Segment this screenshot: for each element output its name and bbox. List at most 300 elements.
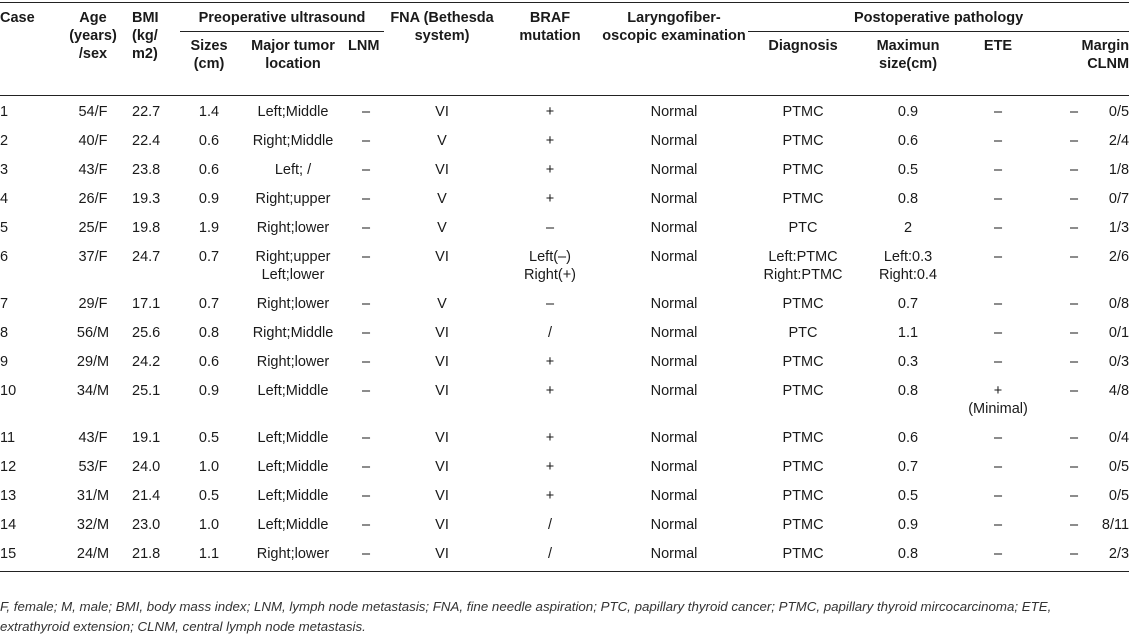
cell-location-line: Left;lower <box>261 267 325 283</box>
table-row <box>0 451 1129 480</box>
cell-max-size-line: 0.8 <box>897 546 919 562</box>
table-row <box>0 509 1129 538</box>
cell-location-line: Left;Middle <box>257 383 329 399</box>
cell-braf-line: Right(+) <box>524 267 576 283</box>
cell-size: 0.5 <box>198 430 220 446</box>
cell-max-size-line: 2 <box>903 220 913 236</box>
cell-size: 0.9 <box>198 191 220 207</box>
cell-laryngo: Normal <box>650 430 698 446</box>
cell-diagnosis-line: PTMC <box>782 383 824 399</box>
cell-clnm: 0/3 <box>1108 354 1129 370</box>
cell-max-size-line: 0.9 <box>897 104 919 120</box>
cell-case: 2 <box>0 133 9 149</box>
cell-location <box>238 480 348 509</box>
cell-max-size-line: Left:0.3 <box>883 249 933 265</box>
cell-case: 7 <box>0 296 9 312</box>
cell-lnm: – <box>361 354 371 370</box>
cell-laryngo: Normal <box>650 354 698 370</box>
cell-max-size <box>858 125 958 154</box>
cell-case: 3 <box>0 162 9 178</box>
cell-max-size <box>858 480 958 509</box>
cell-diagnosis <box>748 509 858 538</box>
cell-bmi: 19.3 <box>132 191 161 207</box>
cell-size: 1.0 <box>198 459 220 475</box>
cell-size: 0.5 <box>198 488 220 504</box>
cell-diagnosis <box>748 480 858 509</box>
cell-braf-line: + <box>545 488 555 504</box>
cell-diagnosis-line: Left:PTMC <box>768 249 838 265</box>
cell-braf-line: + <box>545 459 555 475</box>
cell-diagnosis <box>748 288 858 317</box>
col-header-margin: Margin <box>1081 38 1129 54</box>
cell-max-size <box>858 538 958 572</box>
cell-case: 11 <box>0 430 16 446</box>
cell-max-size-line: 0.9 <box>897 517 919 533</box>
cell-ete <box>958 375 1038 422</box>
cell-location <box>238 346 348 375</box>
cell-location-line: Left;Middle <box>257 459 329 475</box>
cell-size: 0.7 <box>198 296 220 312</box>
cell-max-size-line: 0.3 <box>897 354 919 370</box>
cell-location-line: Left;Middle <box>257 430 329 446</box>
cell-age: 32/M <box>76 517 110 533</box>
cell-fna: VI <box>435 383 449 399</box>
cell-clnm: 8/11 <box>1101 517 1129 533</box>
cell-lnm: – <box>361 383 371 399</box>
col-header-case: Case <box>0 10 35 26</box>
cell-margin: – <box>1069 133 1079 149</box>
table-row <box>0 212 1129 241</box>
cell-age: 29/F <box>78 296 108 312</box>
cell-age: 25/F <box>78 220 108 236</box>
cell-braf <box>500 317 600 346</box>
cell-lnm: – <box>361 191 371 207</box>
cell-size: 0.7 <box>198 249 220 265</box>
cell-ete-line: + <box>993 383 1003 399</box>
cell-braf-line: + <box>545 162 555 178</box>
col-header-age: Age (years) /sex <box>69 10 117 62</box>
cell-age: 29/M <box>76 354 110 370</box>
cell-lnm: – <box>348 538 384 572</box>
cell-location <box>238 212 348 241</box>
cell-fna: VI <box>435 249 449 265</box>
cell-braf <box>500 509 600 538</box>
footnote-line-1: F, female; M, male; BMI, body mass index; LNM, lymph node metastasis; FNA, fine needle aspiration; PTC, papillary thyroid cancer; PTMC, papillary thyroid mircocarcinoma; ETE, <box>0 599 1052 614</box>
cell-braf <box>500 451 600 480</box>
cell-laryngo: Normal <box>650 488 698 504</box>
cell-diagnosis-line: PTMC <box>782 104 824 120</box>
cell-ete-line: – <box>993 430 1003 446</box>
cell-ete <box>958 241 1038 288</box>
cell-max-size <box>858 288 958 317</box>
cell-laryngo: Normal <box>650 104 698 120</box>
cell-location <box>238 538 348 572</box>
table-row <box>0 346 1129 375</box>
cell-lnm: – <box>361 104 371 120</box>
col-header-margin-clnm <box>1038 32 1129 96</box>
cell-case: 5 <box>0 220 9 236</box>
cell-max-size <box>858 317 958 346</box>
cell-braf-line: / <box>548 325 553 341</box>
cell-lnm: – <box>361 249 371 265</box>
cell-braf-line: + <box>545 191 555 207</box>
cell-fna: VI <box>435 488 449 504</box>
cell-fna: V <box>437 220 447 236</box>
cell-bmi: 23.0 <box>132 517 161 533</box>
cell-max-size-line: Right:0.4 <box>878 267 938 283</box>
cell-max-size-line: 0.8 <box>897 383 919 399</box>
cell-age: 43/F <box>78 162 108 178</box>
cell-diagnosis <box>748 241 858 288</box>
col-header-diagnosis: Diagnosis <box>768 38 838 54</box>
cell-age: 56/M <box>76 325 110 341</box>
cell-bmi: 19.8 <box>132 220 161 236</box>
cell-diagnosis-line: PTMC <box>782 191 824 207</box>
cell-case: 14 <box>0 517 17 533</box>
cell-clnm: 2/3 <box>1078 538 1129 572</box>
cell-bmi: 23.8 <box>132 162 161 178</box>
cell-size: 1.1 <box>180 538 238 572</box>
cell-location <box>238 422 348 451</box>
table-row <box>0 480 1129 509</box>
cell-margin: – <box>1069 354 1079 370</box>
cell-max-size <box>858 212 958 241</box>
cell-location-line: Right;lower <box>256 546 330 562</box>
cell-laryngo: Normal <box>650 162 698 178</box>
cell-max-size <box>858 346 958 375</box>
cell-location-line: Right;lower <box>256 220 330 236</box>
table-row <box>0 288 1129 317</box>
cell-diagnosis <box>748 183 858 212</box>
cell-location <box>238 317 348 346</box>
table-row <box>0 154 1129 183</box>
cell-diagnosis-line: PTMC <box>782 133 824 149</box>
cell-max-size-line: 0.7 <box>897 459 919 475</box>
cell-ete-line: – <box>993 162 1003 178</box>
cell-case: 9 <box>0 354 9 370</box>
cell-size: 0.8 <box>198 325 220 341</box>
table-row <box>0 241 1129 288</box>
cell-braf <box>500 154 600 183</box>
footnote-line-2: extrathyroid extension; CLNM, central lymph node metastasis. <box>0 619 366 634</box>
cell-bmi: 24.2 <box>132 354 161 370</box>
cell-diagnosis <box>748 538 858 572</box>
cell-age: 43/F <box>78 430 108 446</box>
cell-size: 1.9 <box>198 220 220 236</box>
cell-lnm: – <box>361 220 371 236</box>
cell-margin: – <box>1069 383 1079 399</box>
cell-margin: – <box>1069 296 1079 312</box>
cell-size: 0.6 <box>198 162 220 178</box>
col-header-laryngofiberoscopic: Laryngofiber- oscopic examination <box>602 10 746 44</box>
cell-bmi: 19.1 <box>132 430 161 446</box>
cell-size: 0.9 <box>198 383 220 399</box>
cell-max-size-line: 1.1 <box>897 325 919 341</box>
cell-braf-line: + <box>545 430 555 446</box>
cell-ete <box>958 480 1038 509</box>
cell-max-size-line: 0.6 <box>897 430 919 446</box>
cell-clnm: 0/7 <box>1108 191 1129 207</box>
cell-ete <box>958 154 1038 183</box>
cell-max-size <box>858 96 958 126</box>
cell-bmi: 22.7 <box>132 104 161 120</box>
cell-case: 10 <box>0 383 17 399</box>
cell-braf-line: – <box>545 296 555 312</box>
cell-diagnosis-line: PTMC <box>782 459 824 475</box>
cell-lnm: – <box>361 133 371 149</box>
table-row <box>0 183 1129 212</box>
cell-fna: V <box>437 133 447 149</box>
cell-max-size <box>858 375 958 422</box>
cell-ete-line: – <box>993 488 1003 504</box>
cell-diagnosis-line: PTC <box>788 325 818 341</box>
table-row <box>0 422 1129 451</box>
cell-braf <box>500 125 600 154</box>
cell-size: 1.0 <box>198 517 220 533</box>
cell-location <box>238 183 348 212</box>
cell-braf <box>500 480 600 509</box>
cell-ete-line: – <box>993 133 1003 149</box>
cell-age: 31/M <box>76 488 110 504</box>
cell-ete-line: – <box>993 296 1003 312</box>
cell-fna: V <box>437 296 447 312</box>
cell-diagnosis <box>748 375 858 422</box>
cell-clnm: 2/4 <box>1108 133 1129 149</box>
cell-clnm: 0/5 <box>1108 104 1129 120</box>
cell-margin: – <box>1069 488 1079 504</box>
cell-margin: – <box>1038 538 1078 572</box>
cell-bmi: 25.6 <box>132 325 161 341</box>
cell-fna: VI <box>384 538 500 572</box>
cell-ete <box>958 183 1038 212</box>
cell-diagnosis-line: PTC <box>788 220 818 236</box>
cell-ete <box>958 317 1038 346</box>
cell-ete-line: – <box>993 104 1003 120</box>
cell-diagnosis-line: PTMC <box>782 162 824 178</box>
cell-clnm: 0/5 <box>1108 488 1129 504</box>
cell-fna: VI <box>435 354 449 370</box>
table-body <box>0 96 1129 572</box>
cell-braf <box>500 422 600 451</box>
cell-lnm: – <box>361 430 371 446</box>
cell-case: 4 <box>0 191 9 207</box>
cell-laryngo: Normal <box>650 517 698 533</box>
cell-ete <box>958 346 1038 375</box>
cell-max-size-line: 0.7 <box>897 296 919 312</box>
cell-bmi: 24.7 <box>132 249 161 265</box>
cell-fna: VI <box>435 517 449 533</box>
cell-braf <box>500 346 600 375</box>
cell-age: 24/M <box>56 538 130 572</box>
cell-max-size <box>858 451 958 480</box>
cell-location-line: Left;Middle <box>257 104 329 120</box>
cell-braf <box>500 183 600 212</box>
cell-lnm: – <box>361 488 371 504</box>
cell-case: 13 <box>0 488 17 504</box>
cell-clnm: 1/3 <box>1108 220 1129 236</box>
cell-age: 54/F <box>78 104 108 120</box>
cell-braf <box>500 96 600 126</box>
cell-location <box>238 451 348 480</box>
cell-max-size <box>858 509 958 538</box>
cell-bmi: 24.0 <box>132 459 161 475</box>
cell-diagnosis-line: PTMC <box>782 517 824 533</box>
col-header-clnm: CLNM <box>1087 56 1129 72</box>
cell-lnm: – <box>361 325 371 341</box>
group-header-postoperative-pathology: Postoperative pathology <box>748 3 1129 32</box>
cell-laryngo: Normal <box>650 133 698 149</box>
group-header-preoperative-ultrasound: Preoperative ultrasound <box>180 3 384 32</box>
cell-ete-line: – <box>993 354 1003 370</box>
table-row <box>0 96 1129 126</box>
cell-size: 0.6 <box>198 354 220 370</box>
cell-location-line: Right;lower <box>256 354 330 370</box>
cell-braf-line: Left(–) <box>529 249 571 265</box>
cell-laryngo: Normal <box>650 459 698 475</box>
cell-lnm: – <box>361 459 371 475</box>
cell-age: 53/F <box>78 459 108 475</box>
clinical-characteristics-table <box>0 2 1129 572</box>
cell-fna: V <box>437 191 447 207</box>
table-row <box>0 125 1129 154</box>
col-header-max-size: Maximun size(cm) <box>876 38 940 72</box>
cell-age: 34/M <box>76 383 110 399</box>
cell-laryngo: Normal <box>650 383 698 399</box>
cell-max-size-line: 0.5 <box>897 488 919 504</box>
cell-braf-line: – <box>545 220 555 236</box>
cell-case: 8 <box>0 325 9 341</box>
cell-margin: – <box>1069 459 1079 475</box>
cell-location <box>238 125 348 154</box>
cell-location <box>238 96 348 126</box>
cell-braf-line: + <box>545 104 555 120</box>
cell-size: 0.6 <box>198 133 220 149</box>
cell-case: 6 <box>0 249 9 265</box>
cell-margin: – <box>1069 249 1079 265</box>
cell-location-line: Left;Middle <box>257 517 329 533</box>
cell-clnm: 0/5 <box>1108 459 1129 475</box>
cell-diagnosis-line: Right:PTMC <box>763 267 843 283</box>
cell-max-size-line: 0.5 <box>897 162 919 178</box>
cell-diagnosis <box>748 154 858 183</box>
cell-braf <box>500 288 600 317</box>
cell-ete-line: (Minimal) <box>968 401 1028 417</box>
cell-clnm: 1/8 <box>1108 162 1129 178</box>
col-header-braf: BRAF mutation <box>519 10 581 44</box>
cell-clnm: 2/6 <box>1108 249 1129 265</box>
cell-max-size <box>858 422 958 451</box>
cell-braf-line: / <box>548 517 553 533</box>
cell-ete <box>958 422 1038 451</box>
cell-ete-line: – <box>993 220 1003 236</box>
cell-braf-line: + <box>545 354 555 370</box>
cell-bmi: 21.8 <box>130 538 180 572</box>
cell-braf-line: + <box>545 133 555 149</box>
cell-diagnosis <box>748 346 858 375</box>
cell-margin: – <box>1069 325 1079 341</box>
cell-ete-line: – <box>993 546 1003 562</box>
cell-max-size-line: 0.6 <box>897 133 919 149</box>
col-header-major-tumor-location: Major tumor location <box>251 38 335 72</box>
table-row <box>0 317 1129 346</box>
cell-margin: – <box>1069 191 1079 207</box>
cell-ete <box>958 96 1038 126</box>
cell-laryngo: Normal <box>650 296 698 312</box>
cell-braf <box>500 375 600 422</box>
cell-ete-line: – <box>993 191 1003 207</box>
cell-location <box>238 241 348 288</box>
cell-location <box>238 375 348 422</box>
table-footnote <box>0 597 1129 637</box>
cell-location-line: Right;Middle <box>252 133 334 149</box>
cell-margin: – <box>1069 220 1079 236</box>
cell-laryngo: Normal <box>600 538 748 572</box>
cell-diagnosis <box>748 125 858 154</box>
cell-diagnosis <box>748 317 858 346</box>
cell-fna: VI <box>435 162 449 178</box>
cell-ete-line: – <box>993 325 1003 341</box>
cell-location <box>238 154 348 183</box>
cell-location <box>238 509 348 538</box>
cell-fna: VI <box>435 325 449 341</box>
cell-case: 1 <box>0 104 9 120</box>
cell-ete-line: – <box>993 517 1003 533</box>
cell-ete <box>958 538 1038 572</box>
table-row <box>0 375 1129 422</box>
cell-location-line: Left;Middle <box>257 488 329 504</box>
cell-braf <box>500 538 600 572</box>
cell-ete <box>958 212 1038 241</box>
cell-lnm: – <box>361 162 371 178</box>
cell-diagnosis-line: PTMC <box>782 488 824 504</box>
cell-location <box>238 288 348 317</box>
cell-ete <box>958 125 1038 154</box>
header-row-1 <box>0 3 1129 32</box>
cell-bmi: 21.4 <box>132 488 161 504</box>
cell-lnm: – <box>361 517 371 533</box>
cell-location-line: Right;upper <box>255 249 331 265</box>
col-header-bmi: BMI (kg/ m2) <box>132 10 159 62</box>
cell-fna: VI <box>435 459 449 475</box>
cell-location-line: Right;upper <box>255 191 331 207</box>
cell-fna: VI <box>435 430 449 446</box>
cell-location-line: Right;lower <box>256 296 330 312</box>
cell-lnm: – <box>361 296 371 312</box>
cell-diagnosis <box>748 212 858 241</box>
cell-diagnosis-line: PTMC <box>782 296 824 312</box>
cell-age: 40/F <box>78 133 108 149</box>
cell-margin: – <box>1069 430 1079 446</box>
cell-diagnosis-line: PTMC <box>782 354 824 370</box>
cell-margin: – <box>1069 517 1079 533</box>
cell-fna: VI <box>435 104 449 120</box>
cell-ete-line: – <box>993 459 1003 475</box>
cell-bmi: 25.1 <box>132 383 161 399</box>
cell-max-size <box>858 154 958 183</box>
cell-clnm: 4/8 <box>1108 383 1129 399</box>
cell-clnm: 0/4 <box>1108 430 1129 446</box>
cell-ete <box>958 288 1038 317</box>
cell-diagnosis <box>748 451 858 480</box>
cell-age: 37/F <box>78 249 108 265</box>
cell-ete <box>958 509 1038 538</box>
col-header-sizes: Sizes (cm) <box>190 38 228 72</box>
cell-bmi: 17.1 <box>132 296 161 312</box>
cell-max-size-line: 0.8 <box>897 191 919 207</box>
cell-max-size <box>858 241 958 288</box>
cell-laryngo: Normal <box>650 249 698 265</box>
cell-braf-line: + <box>545 383 555 399</box>
